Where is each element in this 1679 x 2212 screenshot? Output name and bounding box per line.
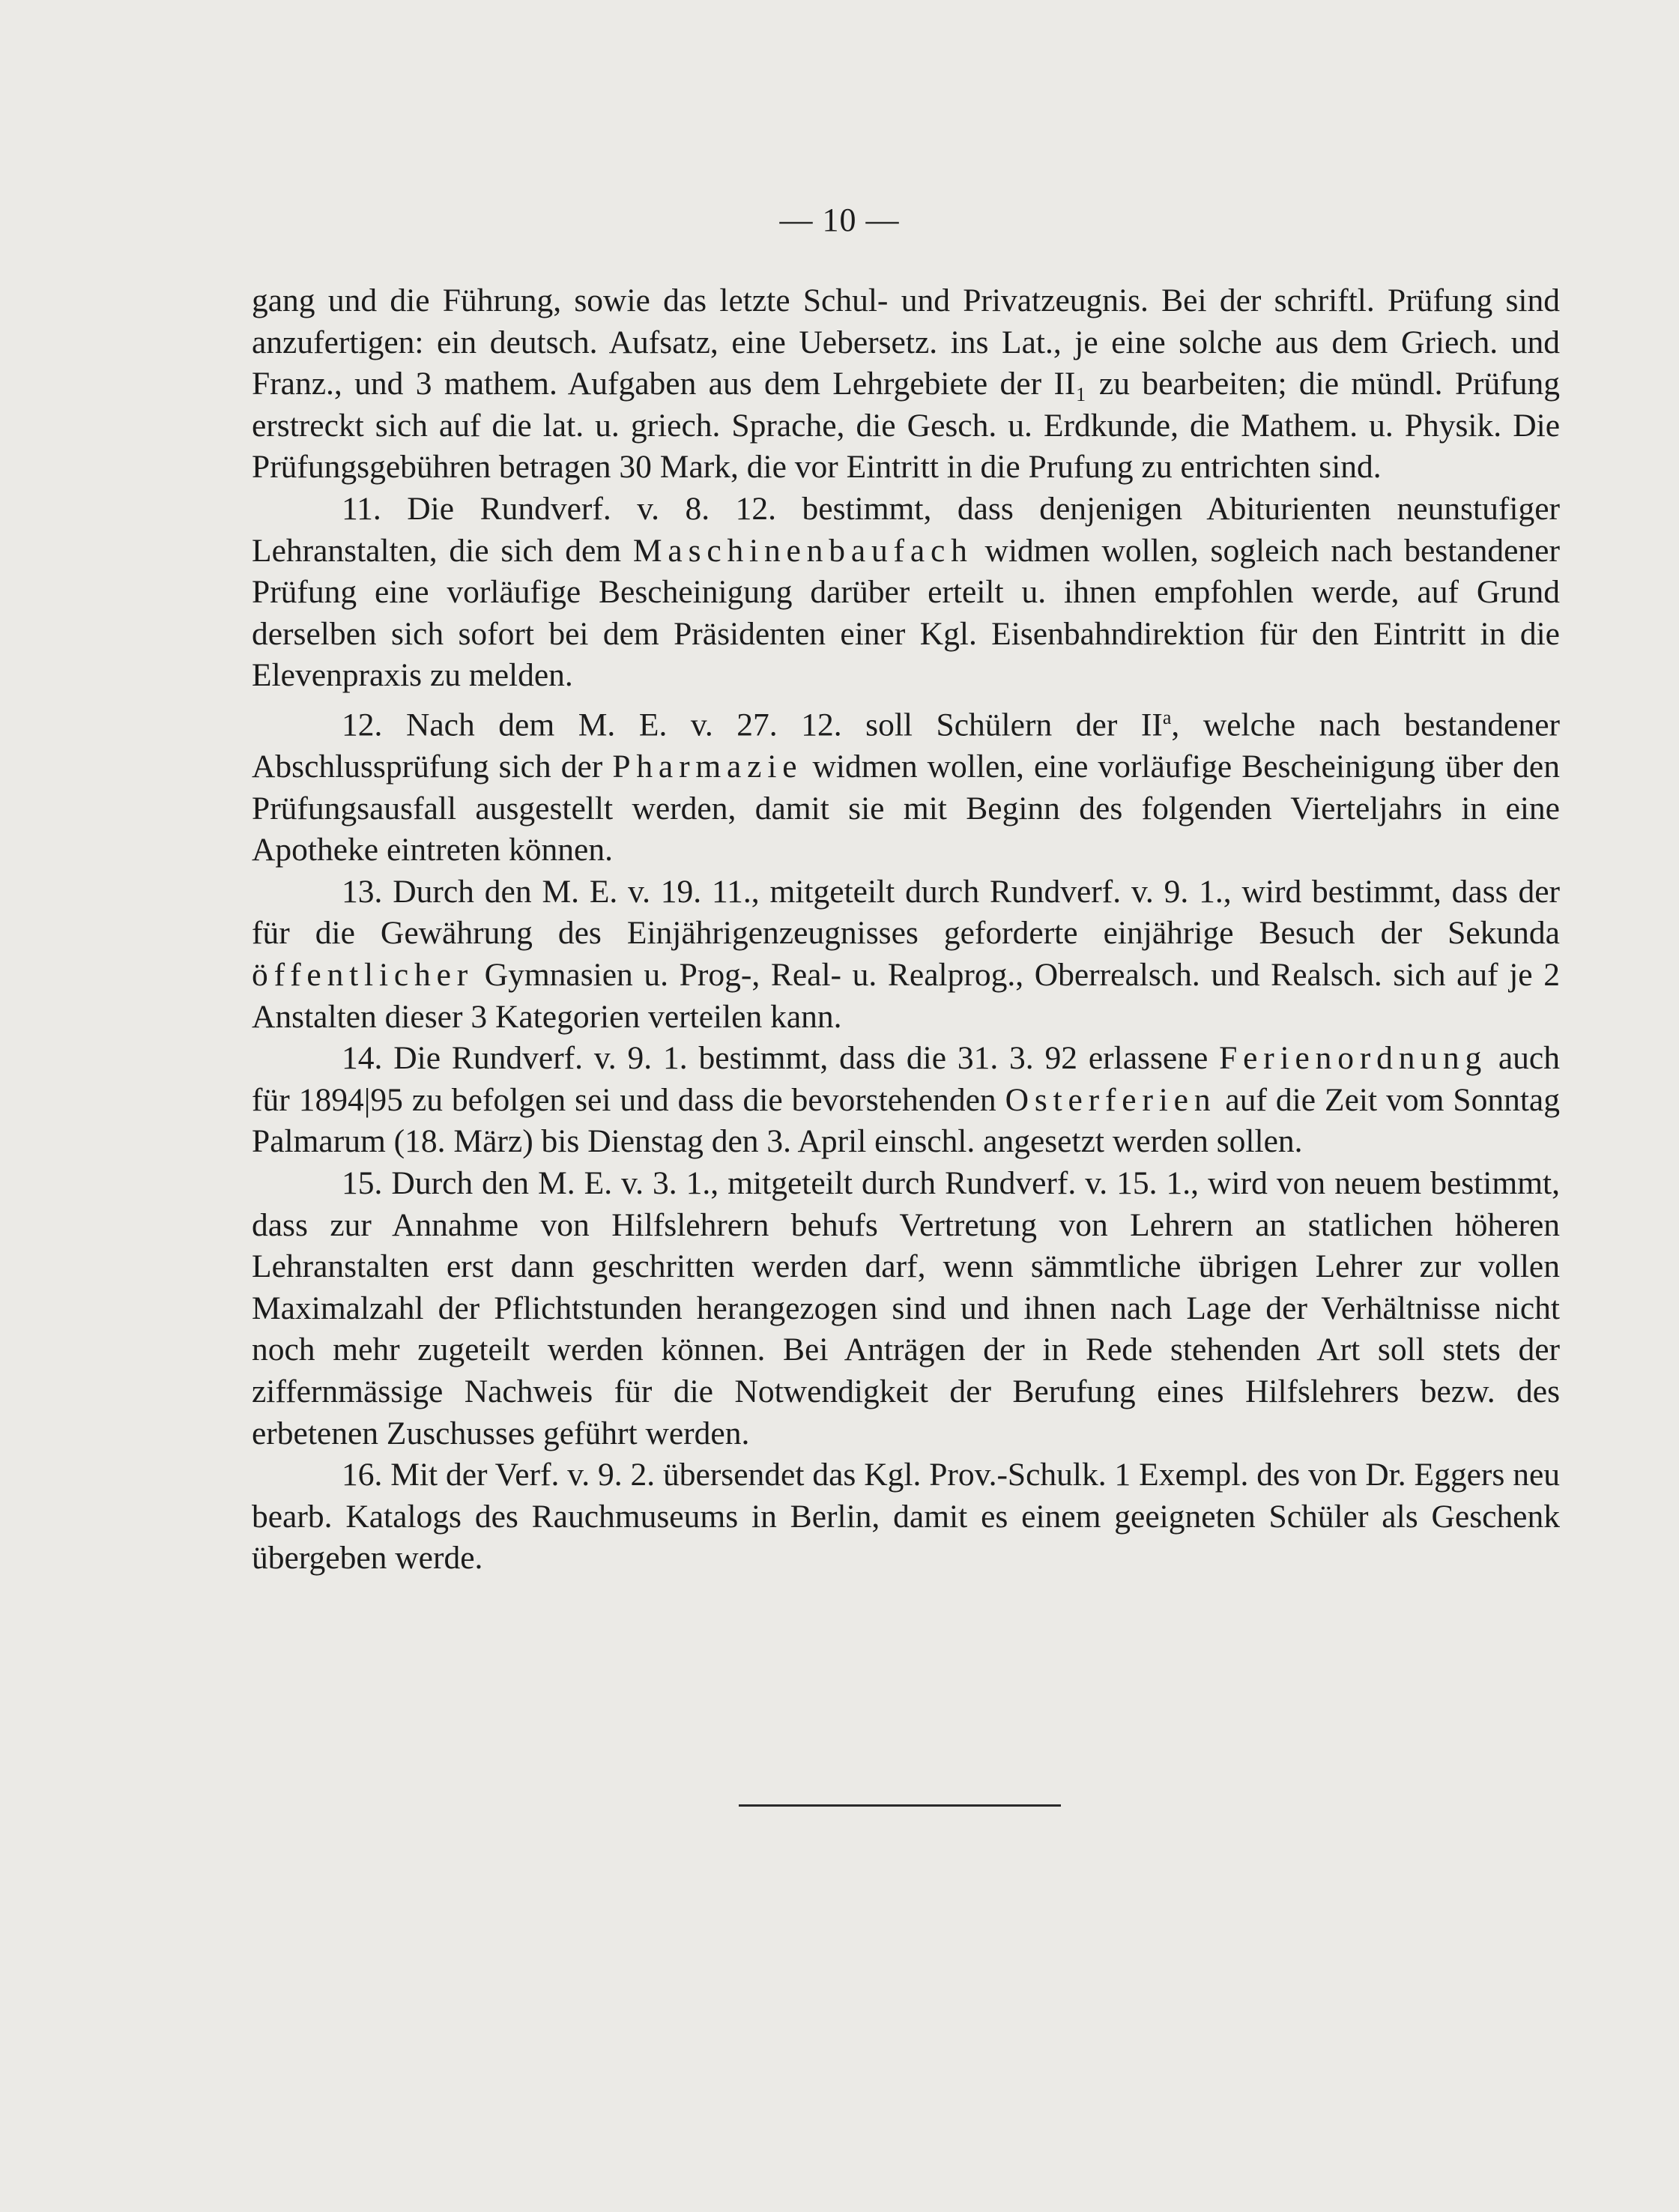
paragraph-12 [252,697,1560,871]
paragraph-12-superscript: a [1162,706,1172,728]
paragraph-11-text-a: 11. Die Rundverf. v. 8. 12. bestimmt, dass denjenigen Abiturienten neunstufiger Lehranstalten, die sich dem [252,490,1560,569]
page-number: — 10 — [779,202,900,238]
paragraph-12-spaced-term: Pharmazie [612,749,803,785]
paragraph-16: 16. Mit der Verf. v. 9. 2. übersendet das Kgl. Prov.-Schulk. 1 Exempl. des von Dr. Eggers neu bearb. Katalogs des Rauchmuseums in Berlin, damit es einem geeigneten Schüler als Geschenk übergeben werde. [252,1457,1560,1577]
paragraph-13-spaced-term: öffentlicher [252,957,474,993]
paragraph-11-spaced-term: Maschinenbaufach [632,532,973,569]
paragraph-14-text-c: auf die Zeit vom Sonntag Palmarum (18. März) bis Dienstag den 3. April einschl. angesetzt werden sollen. [252,1081,1560,1160]
paragraph-13-text-a: 13. Durch den M. E. v. 19. 11., mitgeteilt durch Rundverf. v. 9. 1., wird bestimmt, dass der für die Gewährung des Einjährigenzeugnisses geforderte einjährige Besuch der Sekunda [252,873,1560,952]
paragraph-11 [252,489,1560,697]
paragraph-12-text-b: , welche nach bestandener Abschlussprüfung sich der [252,707,1560,785]
paragraph-13 [252,871,1560,1038]
paragraph-14-spaced-term-2: Osterferien [1005,1081,1217,1118]
paragraph-11-text-b: widmen wollen, sogleich nach bestandener Prüfung eine vorläufige Bescheinigung darüber erteilt u. ihnen empfohlen werde, auf Grund derselben sich sofort bei dem Präsidenten einer Kgl. Eisenbahndirektion für den Eintritt in die Elevenpraxis zu melden. [252,532,1560,694]
paragraph-15: 15. Durch den M. E. v. 3. 1., mitgeteilt durch Rundverf. v. 15. 1., wird von neuem bestimmt, dass zur Annahme von Hilfslehrern behufs Vertretung von Lehrern an statlichen höheren Lehranstalten erst dann geschritten werden darf, wenn sämmtliche übrigen Lehrer zur vollen Maximalzahl der Pflichtstunden herangezogen sind und ihnen nach Lage der Verhältnisse nicht noch mehr zugeteilt werden können. Bei Anträgen der in Rede stehenden Art soll stets der ziffernmässige Nachweis für die Notwendigkeit der Berufung eines Hilfslehrers bezw. des erbetenen Zuschusses geführt werden. [252,1164,1560,1451]
body-text [252,280,1560,1580]
paragraph-10-continuation: gang und die Führung, sowie das letzte Schul- und Privatzeugnis. Bei der schriftl. Prüfung sind anzufertigen: ein deutsch. Aufsatz, eine Uebersetz. ins Lat., je eine solche aus dem Griech. und Franz., und 3 mathem. Aufgaben aus dem Lehrgebiete der II₁ zu bearbeiten; die mündl. Prüfung erstreckt sich auf die lat. u. griech. Sprache, die Gesch. u. Erdkunde, die Mathem. u. Physik. Die Prüfungsgebühren betragen 30 Mark, die vor Eintritt in die Prufung zu entrichten sind. [252,282,1560,486]
paragraph-14-text-b: auch für 1894|95 zu befolgen sei und dass die bevorstehenden [252,1040,1560,1118]
paragraph-12-text-a: 12. Nach dem M. E. v. 27. 12. soll Schülern der II [342,707,1163,743]
paragraph-14 [252,1038,1560,1163]
paragraph-14-text-a: 14. Die Rundverf. v. 9. 1. bestimmt, dass die 31. 3. 92 erlassene [342,1040,1220,1077]
paragraph-12-text-c: widmen wollen, eine vorläufige Bescheinigung über den Prüfungsausfall ausgestellt werden, damit sie mit Beginn des folgenden Vierteljahrs in eine Apotheke eintreten können. [252,749,1560,868]
paragraph-13-text-b: Gymnasien u. Prog-, Real- u. Realprog., Oberrealsch. und Realsch. sich auf je 2 Anstalten dieser 3 Kategorien verteilen kann. [252,957,1560,1035]
closing-rule [739,1804,1061,1807]
paragraph-14-spaced-term-1: Ferienordnung [1219,1040,1488,1077]
